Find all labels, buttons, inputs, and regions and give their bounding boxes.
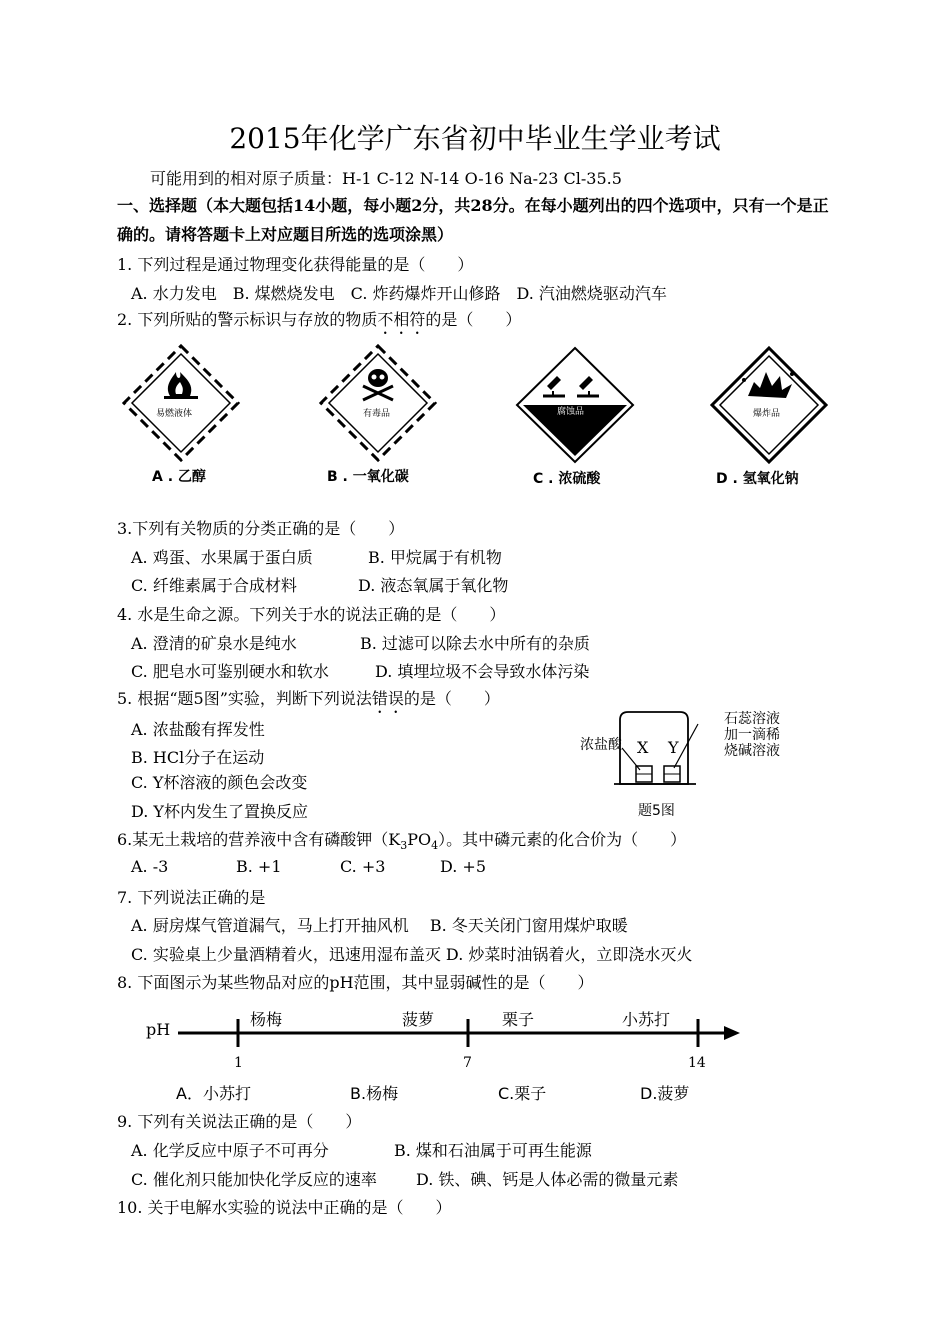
question-8-option-c: C.栗子 [498,1084,547,1103]
explosive-sign [708,344,830,466]
ph-tick-1: 1 [234,1055,243,1071]
question-4-option-a: A. 澄清的矿泉水是纯水 [131,634,297,653]
flammable-liquid-sign [120,342,242,464]
question-5-option-c: C. Y杯溶液的颜色会改变 [131,773,308,792]
label-litmus-2: 加一滴稀 [724,727,780,743]
question-5-stem: 5. 根据“题5图”实验，判断下列说法错误的是（ ） [117,689,500,708]
question-1-stem: 1. 下列过程是通过物理变化获得能量的是（ ） [117,255,474,274]
label-litmus-3: 烧碱溶液 [724,743,780,759]
figure-5-caption: 题5图 [638,803,675,819]
sign-b-label: 有毒品 [363,409,391,419]
ph-scale-figure [140,1005,750,1115]
label-cup-y: Y [668,738,679,757]
question-9-stem: 9. 下列有关说法正确的是（ ） [117,1112,362,1131]
ph-tick-14: 14 [688,1055,706,1071]
question-9-option-b: B. 煤和石油属于可再生能源 [394,1141,592,1160]
question-6-option-d: D. +5 [440,857,487,876]
question-1-options: A. 水力发电 B. 煤燃烧发电 C. 炸药爆炸开山修路 D. 汽油燃烧驱动汽车 [131,284,667,303]
question-3-option-d: D. 液态氧属于氧化物 [358,576,509,595]
section-header-line1: 一、选择题（本大题包括14小题，每小题2分，共28分。在每小题列出的四个选项中，只有一个是正 [117,196,829,215]
question-10-stem: 10. 关于电解水实验的说法中正确的是（ ） [117,1198,452,1217]
ph-item-baking-soda: 小苏打 [622,1010,671,1029]
question-3-option-b: B. 甲烷属于有机物 [368,548,502,567]
label-litmus-1: 石蕊溶液 [724,711,780,727]
ph-tick-7: 7 [463,1055,472,1071]
label-concentrated-hcl: 浓盐酸 [580,737,622,753]
sign-d-caption: D . 氢氧化钠 [716,471,799,487]
question-4-option-d: D. 填埋垃圾不会导致水体污染 [375,662,590,681]
page-title: 2015年化学广东省初中毕业生学业考试 [229,122,721,155]
question-8-option-a: A．小苏打 [176,1084,251,1103]
ph-axis-label: pH [146,1020,171,1039]
emphasis-text: 不相符 [377,310,426,329]
question-9-option-c: C. 催化剂只能加快化学反应的速率 [131,1170,377,1189]
label-cup-x: X [637,738,649,757]
question-6-option-c: C. +3 [340,857,386,876]
sign-a-label: 易燃液体 [156,409,193,419]
atomic-masses: 可能用到的相对原子质量：H-1 C-12 N-14 O-16 Na-23 Cl-35.5 [150,169,622,188]
question-8-option-b: B.杨梅 [350,1084,399,1103]
question-5-figure [578,704,798,824]
section-header-line2: 确的。请将答题卡上对应题目所选的选项涂黑） [117,225,454,244]
question-6-option-b: B. +1 [236,857,282,876]
sign-b-caption: B . 一氧化碳 [327,469,409,485]
question-5-option-d: D. Y杯内发生了置换反应 [131,802,308,821]
sign-c-label: 腐蚀品 [557,407,585,417]
question-4-option-c: C. 肥皂水可鉴别硬水和软水 [131,662,329,681]
question-5-option-a: A. 浓盐酸有挥发性 [131,720,265,739]
hazard-signs-figure [120,342,840,492]
question-3-stem: 3.下列有关物质的分类正确的是（ ） [117,519,405,538]
question-8-stem: 8. 下面图示为某些物品对应的pH范围，其中显弱碱性的是（ ） [117,973,594,992]
question-7-options-ab: A. 厨房煤气管道漏气，马上打开抽风机 B. 冬天关闭门窗用煤炉取暖 [131,916,628,935]
question-9-option-a: A. 化学反应中原子不可再分 [131,1141,329,1160]
question-8-option-d: D.菠萝 [640,1084,690,1103]
emphasis-text: 错误 [371,689,404,708]
question-4-stem: 4. 水是生命之源。下列关于水的说法正确的是（ ） [117,605,506,624]
question-3-option-c: C. 纤维素属于合成材料 [131,576,297,595]
ph-item-pineapple: 菠萝 [402,1010,435,1029]
question-2-stem: 2. 下列所贴的警示标识与存放的物质不相符的是（ ） [117,310,522,329]
sign-a-caption: A . 乙醇 [152,469,206,485]
question-6-stem: 6.某无土栽培的营养液中含有磷酸钾$(K_3PO_4)$。其中磷元素的化合价为（ ） [117,830,687,853]
ph-item-chestnut: 栗子 [502,1010,535,1029]
question-7-stem: 7. 下列说法正确的是 [117,888,266,907]
question-6-option-a: A. -3 [131,857,169,876]
toxic-sign [317,342,439,464]
question-5-option-b: B. HCl分子在运动 [131,748,265,767]
sign-d-label: 爆炸品 [753,409,781,419]
question-4-option-b: B. 过滤可以除去水中所有的杂质 [360,634,590,653]
question-3-option-a: A. 鸡蛋、水果属于蛋白质 [131,548,313,567]
ph-item-bayberry: 杨梅 [250,1010,283,1029]
question-7-options-cd: C. 实验桌上少量酒精着火，迅速用湿布盖灭 D. 炒菜时油锅着火，立即浇水灭火 [131,945,693,964]
question-9-option-d: D. 铁、碘、钙是人体必需的微量元素 [416,1170,679,1189]
sign-c-caption: C . 浓硫酸 [533,471,601,487]
